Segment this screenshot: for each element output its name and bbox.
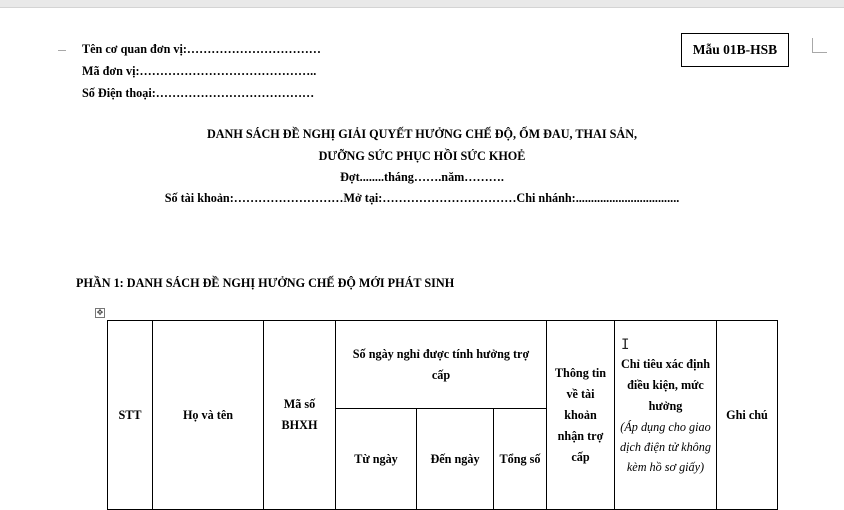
header-total[interactable]: Tổng số	[494, 409, 547, 510]
account-line: Số tài khoản:………………………Mở tại:……………………………Chi nhánh:..................................	[164, 191, 680, 205]
header-criteria[interactable]	[615, 321, 717, 510]
header-criteria-text: Chỉ tiêu xác định điều kiện, mức hưởng	[620, 356, 711, 413]
page-top-edge	[0, 0, 844, 8]
phone-line: Số Điện thoại:…………………………………	[82, 86, 315, 100]
table-move-handle-icon[interactable]: ✥	[96, 308, 104, 317]
header-from-date[interactable]: Từ ngày	[336, 409, 417, 510]
header-ssn-line-2: BHXH	[281, 418, 318, 432]
form-code-badge: Mẫu 01B-HSB	[681, 33, 789, 67]
header-full-name[interactable]: Họ và tên	[153, 321, 264, 510]
header-to-date[interactable]: Đến ngày	[417, 409, 494, 510]
title-line-2: DƯỠNG SỨC PHỤC HỒI SỨC KHOẺ	[318, 149, 526, 163]
title-line-1: DANH SÁCH ĐỀ NGHỊ GIẢI QUYẾT HƯỞNG CHẾ ĐỘ, ỐM ĐAU, THAI SẢN,	[206, 127, 638, 141]
margin-marker-right	[812, 38, 827, 53]
header-ssn-line-1: Mã số	[283, 397, 316, 411]
text-cursor-icon: I	[621, 337, 630, 353]
header-ssn[interactable]	[264, 321, 336, 510]
unit-code-line: Mã đơn vị:……………………………………..	[82, 64, 317, 78]
batch-line: Đợt........tháng…….năm……….	[340, 170, 504, 184]
header-leave-days[interactable]: Số ngày nghỉ được tính hưởng trợ cấp	[336, 321, 547, 409]
header-account-info[interactable]: Thông tin về tài khoản nhận trợ cấp	[547, 321, 615, 510]
benefit-table	[107, 320, 778, 510]
margin-marker-left	[58, 36, 66, 51]
header-stt[interactable]: STT	[108, 321, 153, 510]
header-notes[interactable]: Ghi chú	[717, 321, 778, 510]
header-criteria-note: (Áp dụng cho giao dịch điện tử không kèm hồ sơ giấy)	[620, 419, 711, 474]
section-1-heading: PHẦN 1: DANH SÁCH ĐỀ NGHỊ HƯỞNG CHẾ ĐỘ MỚI PHÁT SINH	[76, 276, 455, 290]
org-name-line: Tên cơ quan đơn vị:……………………………	[82, 42, 321, 56]
